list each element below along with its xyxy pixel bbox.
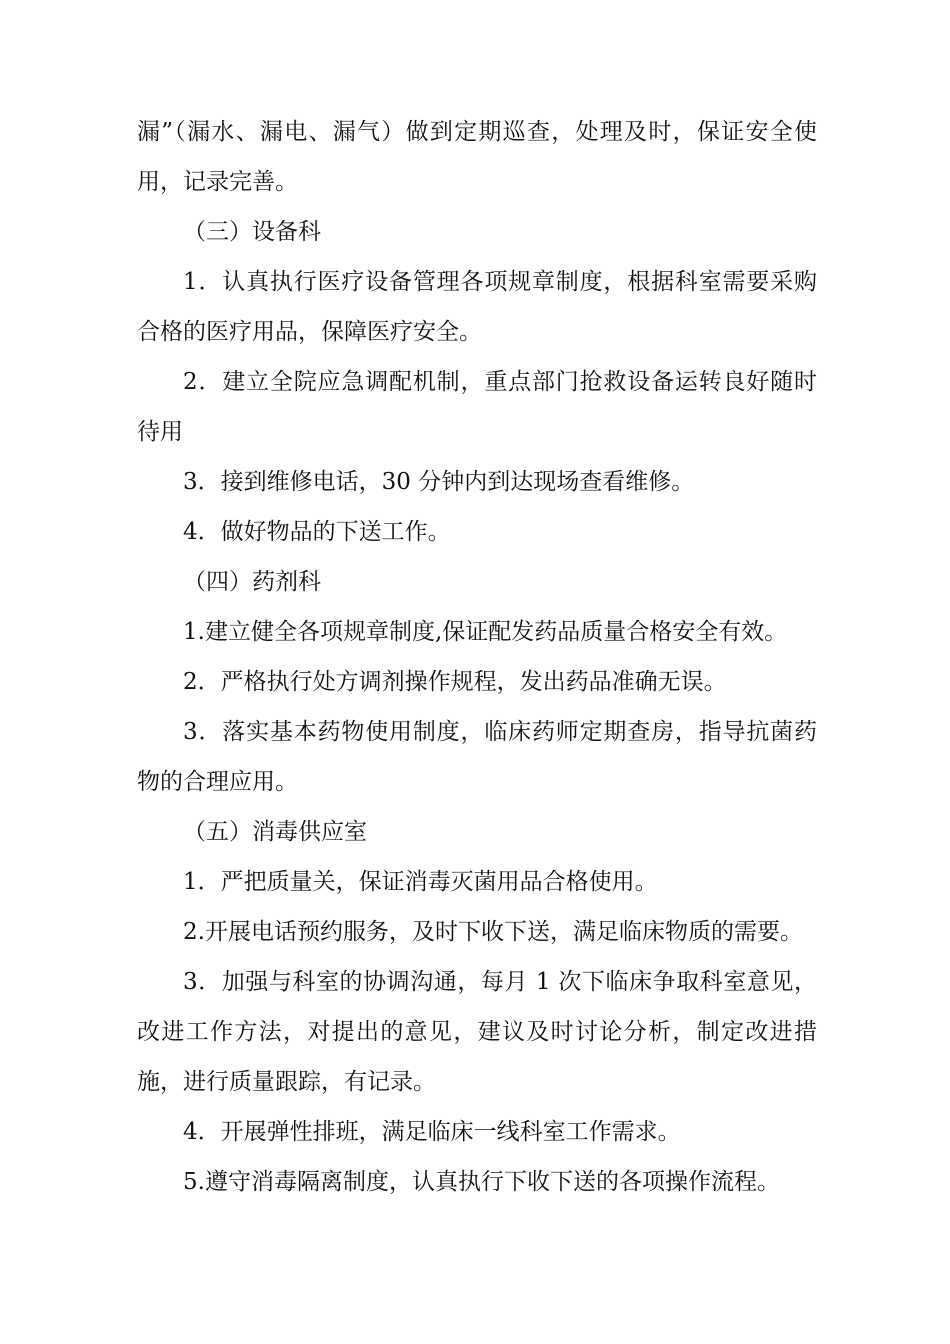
section-heading-sterilization: （五）消毒供应室: [183, 819, 367, 845]
section-heading-equipment: （三）设备科: [183, 219, 321, 245]
paragraph-sterilization-2: 2.开展电话预约服务，及时下收下送，满足临床物质的需要。: [183, 919, 803, 945]
paragraph-sterilization-1: 1．严把质量关，保证消毒灭菌用品合格使用。: [183, 869, 658, 895]
section-heading-pharmacy: （四）药剂科: [183, 569, 321, 595]
paragraph-equipment-4: 4．做好物品的下送工作。: [183, 519, 451, 545]
paragraph-equipment-2: 2．建立全院应急调配机制，重点部门抢救设备运转良好随时待用: [137, 369, 817, 445]
document-page: [137, 107, 817, 1207]
paragraph-pharmacy-3: 3．落实基本药物使用制度，临床药师定期查房，指导抗菌药物的合理应用。: [137, 719, 817, 795]
paragraph-continuation: 漏”（漏水、漏电、漏气）做到定期巡查，处理及时，保证安全使用，记录完善。: [137, 119, 817, 195]
paragraph-sterilization-5: 5.遵守消毒隔离制度，认真执行下收下送的各项操作流程。: [183, 1169, 780, 1195]
paragraph-sterilization-4: 4．开展弹性排班，满足临床一线科室工作需求。: [183, 1119, 681, 1145]
paragraph-equipment-3: 3．接到维修电话，30 分钟内到达现场查看维修。: [183, 469, 695, 495]
paragraph-pharmacy-2: 2．严格执行处方调剂操作规程，发出药品准确无误。: [183, 669, 727, 695]
paragraph-pharmacy-1: 1.建立健全各项规章制度,保证配发药品质量合格安全有效。: [183, 619, 788, 645]
paragraph-sterilization-3: 3．加强与科室的协调沟通，每月 1 次下临床争取科室意见，改进工作方法，对提出的意见，建议及时讨论分析，制定改进措施，进行质量跟踪，有记录。: [137, 969, 817, 1095]
paragraph-equipment-1: 1．认真执行医疗设备管理各项规章制度，根据科室需要采购合格的医疗用品，保障医疗安全。: [137, 269, 817, 345]
